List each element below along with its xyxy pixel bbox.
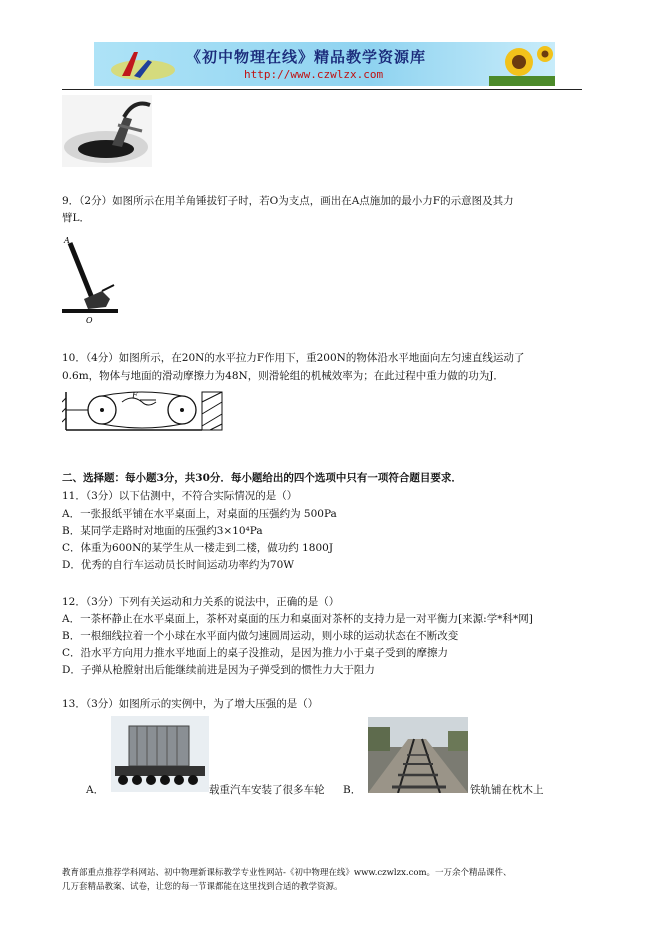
q11-stem: 11．（3分）以下估测中，不符合实际情况的是（） — [62, 490, 298, 502]
section2-heading: 二、选择题：每小题3分，共30分．每小题给出的四个选项中只有一项符合题目要求． — [62, 472, 462, 484]
q12-option-b: B．一根细线拉着一个小球在水平面内做匀速圆周运动，则小球的运动状态在不断改变 — [62, 630, 459, 642]
q11-option-b: B．某同学走路时对地面的压强约3×10⁴Pa — [62, 525, 263, 537]
q12-option-d: D．子弹从枪膛射出后能继续前进是因为子弹受到的惯性力大于阻力 — [62, 664, 375, 676]
q10-pulley-figure — [62, 388, 224, 434]
q9-label-o: O — [86, 316, 93, 325]
q11-option-d: D．优秀的自行车运动员长时间运动功率约为70W — [62, 559, 295, 571]
q10-line2: 0.6m，物体与地面的滑动摩擦力为48N，则滑轮组的机械效率为；在此过程中重力做的功为J． — [62, 370, 504, 382]
q13-option-a-letter: A． — [86, 784, 105, 796]
q12-option-c: C．沿水平方向用力推水平地面上的桌子没推动，是因为推力小于桌子受到的摩擦力 — [62, 647, 449, 659]
footer-line2: 几万套精品教案、试卷，让您的每一节课都能在这里找到合适的教学资源。 — [62, 882, 343, 892]
q13-option-b-letter: B． — [343, 784, 362, 796]
truck-photo — [111, 716, 209, 792]
q11-option-a: A．一张报纸平铺在水平桌面上，对桌面的压强约为 500Pa — [62, 508, 337, 520]
q10-line1: 10．（4分）如图所示，在20N的水平拉力F作用下，重200N的物体沿水平地面向左匀速直线运动了 — [62, 352, 525, 364]
q12-stem: 12．（3分）下列有关运动和力关系的说法中，正确的是（） — [62, 596, 340, 608]
q13-option-a-text: 载重汽车安装了很多车轮 — [209, 784, 325, 796]
site-logo — [108, 46, 178, 84]
q9-line2: 臂L． — [62, 212, 90, 224]
header-rule — [62, 89, 582, 90]
q13-option-b-text: 铁轨铺在枕木上 — [470, 784, 544, 796]
header-banner — [94, 42, 555, 86]
q10-label-f: F — [132, 391, 138, 400]
q13-stem: 13．（3分）如图所示的实例中，为了增大压强的是（） — [62, 698, 319, 710]
q9-line1: 9．（2分）如图所示在用羊角锤拔钉子时，若O为支点，画出在A点施加的最小力F的示意图及其力 — [62, 195, 514, 207]
q9-hammer-figure — [62, 233, 122, 325]
q9-label-a: A — [64, 236, 70, 245]
q12-option-a: A．一茶杯静止在水平桌面上，茶杯对桌面的压力和桌面对茶杯的支持力是一对平衡力[来源:学*科*网] — [62, 613, 533, 625]
banner-title: 《初中物理在线》精品教学资源库 — [186, 48, 427, 66]
banner-url[interactable]: http://www.czwlzx.com — [244, 68, 384, 81]
footer-line1: 教育部重点推荐学科网站、初中物理新课标教学专业性网站-《初中物理在线》www.czwlzx.com。一万余个精品课件、 — [62, 868, 512, 878]
q11-option-c: C．体重为600N的某学生从一楼走到二楼，做功约 1800J — [62, 542, 334, 554]
hammer-photo-figure — [62, 95, 152, 167]
railway-photo — [368, 717, 468, 793]
sunflower-image — [489, 42, 555, 86]
